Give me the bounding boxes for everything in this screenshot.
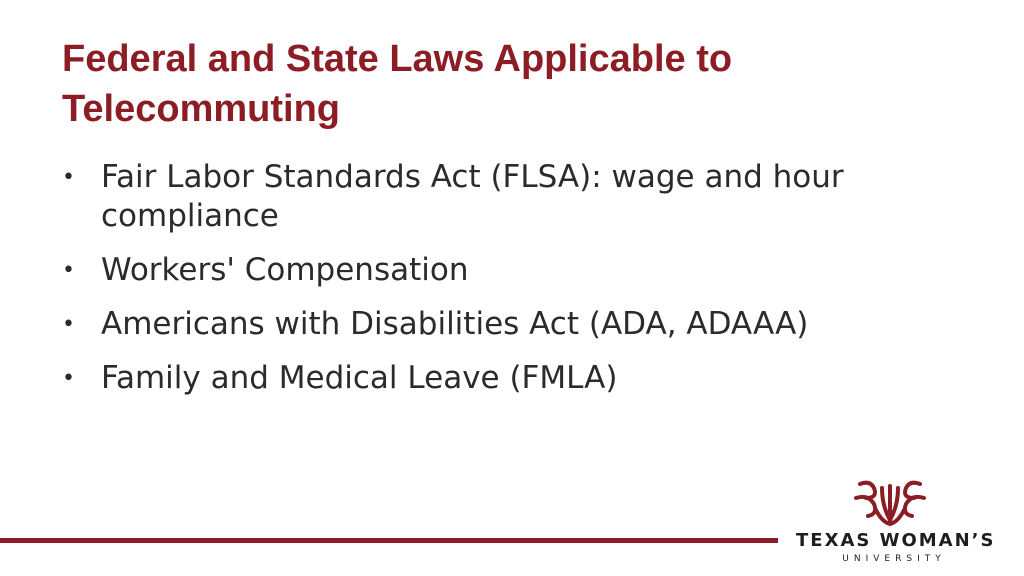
slide-title: Federal and State Laws Applicable to Telecommuting [62,38,733,130]
bullet-item [62,305,982,344]
bullet-item [62,359,982,398]
twu-tulip-icon [852,476,928,526]
bullet-text: Americans with Disabilities Act (ADA, ADAAA) [101,306,809,342]
logo-wordmark: TEXAS WOMAN’S [796,530,996,551]
bullet-dot-icon: • [62,312,75,337]
bullet-item [62,251,982,290]
bullet-text: Workers' Compensation [101,252,469,288]
bullet-text: Family and Medical Leave (FMLA) [101,360,618,396]
bullet-dot-icon: • [62,258,75,283]
logo-subtitle: UNIVERSITY [842,554,946,564]
bullet-dot-icon: • [62,165,75,190]
bullet-text: Fair Labor Standards Act (FLSA): wage and hour compliance [101,159,844,234]
bullet-item [62,158,982,236]
footer-divider [0,538,778,543]
bullet-list [62,158,982,413]
bullet-dot-icon: • [62,366,75,391]
